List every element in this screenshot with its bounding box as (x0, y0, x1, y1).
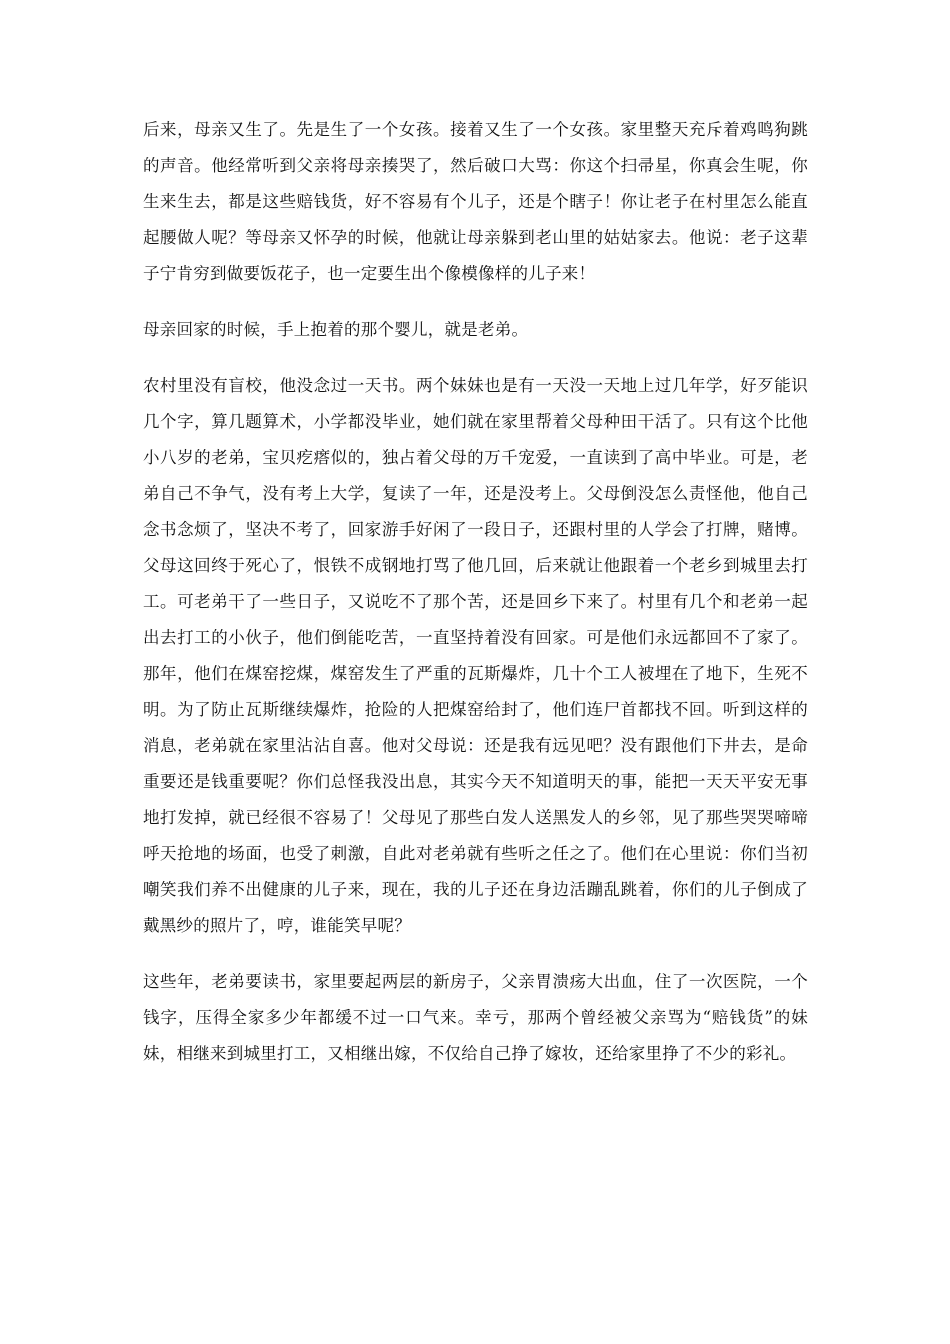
paragraph: 母亲回家的时候，手上抱着的那个婴儿，就是老弟。 (143, 320, 529, 339)
paragraph: 后来，母亲又生了。先是生了一个女孩。接着又生了一个女孩。家里整天充斥着鸡鸣狗跳的声音。他经常听到父亲将母亲揍哭了，然后破口大骂：你这个扫帚星，你真会生呢，你生来生去，都是这些赔钱货，好不容易有个儿子，还是个瞎子！你让老子在村里怎么能直起腰做人呢？等母亲又怀孕的时候，他就让母亲躲到老山里的姑姑家去。他说：老子这辈子宁肯穷到做要饭花子，也一定要生出个像模像样的儿子来！ (143, 120, 808, 283)
paragraph: 这些年，老弟要读书，家里要起两层的新房子，父亲胃溃疡大出血，住了一次医院，一个钱字，压得全家多少年都缓不过一口气来。幸亏，那两个曾经被父亲骂为“赔钱货”的妹妹，相继来到城里打工，又相继出嫁，不仅给自己挣了嫁妆，还给家里挣了不少的彩礼。 (143, 972, 808, 1063)
document-body (143, 112, 808, 1092)
paragraph: 农村里没有盲校，他没念过一天书。两个妹妹也是有一天没一天地上过几年学，好歹能识几个字，算几题算术，小学都没毕业，她们就在家里帮着父母种田干活了。只有这个比他小八岁的老弟，宝贝疙瘩似的，独占着父母的万千宠爱，一直读到了高中毕业。可是，老弟自己不争气，没有考上大学，复读了一年，还是没考上。父母倒没怎么责怪他，他自己念书念烦了，坚决不考了，回家游手好闲了一段日子，还跟村里的人学会了打牌，赌博。父母这回终于死心了，恨铁不成钢地打骂了他几回，后来就让他跟着一个老乡到城里去打工。可老弟干了一些日子，又说吃不了那个苦，还是回乡下来了。村里有几个和老弟一起出去打工的小伙子，他们倒能吃苦，一直坚持着没有回家。可是他们永远都回不了家了。那年，他们在煤窑挖煤，煤窑发生了严重的瓦斯爆炸，几十个工人被埋在了地下，生死不明。为了防止瓦斯继续爆炸，抢险的人把煤窑给封了，他们连尸首都找不回。听到这样的消息，老弟就在家里沾沾自喜。他对父母说：还是我有远见吧？没有跟他们下井去，是命重要还是钱重要呢？你们总怪我没出息，其实今天不知道明天的事，能把一天天平安无事地打发掉，就已经很不容易了！父母见了那些白发人送黑发人的乡邻，见了那些哭哭啼啼呼天抢地的场面，也受了刺激，自此对老弟就有些听之任之了。他们在心里说：你们当初嘲笑我们养不出健康的儿子来，现在，我的儿子还在身边活蹦乱跳着，你们的儿子倒成了戴黑纱的照片了，哼，谁能笑早呢？ (143, 376, 808, 935)
